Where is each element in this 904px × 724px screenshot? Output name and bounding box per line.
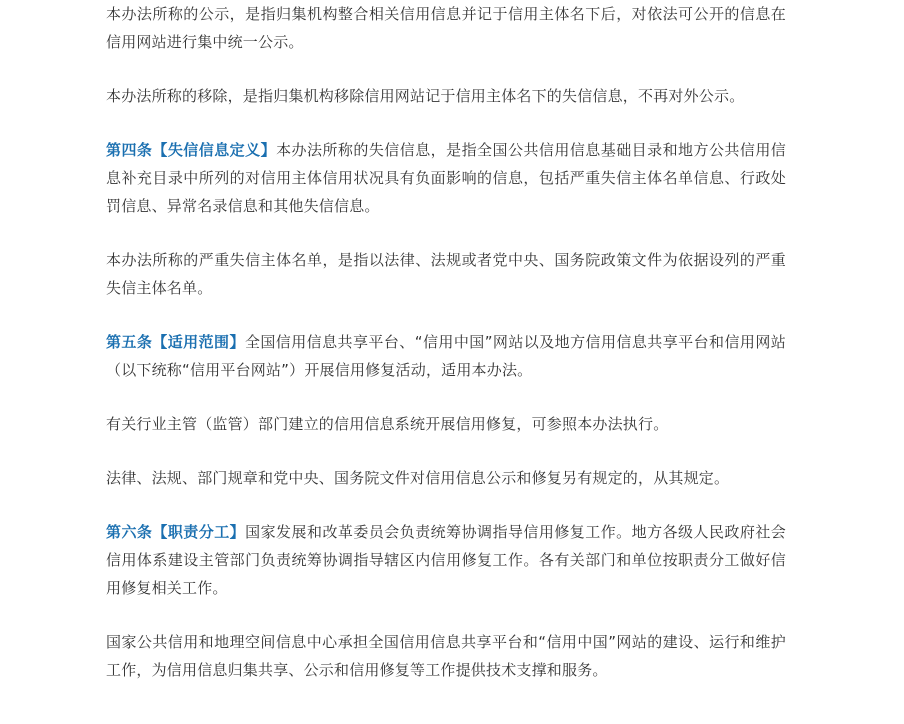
paragraph-text: 国家公共信用和地理空间信息中心承担全国信用信息共享平台和“信用中国”网站的建设、运行和维护工作，为信用信息归集共享、公示和信用修复等工作提供技术支撑和服务。: [106, 633, 786, 679]
paragraph-article-5: [106, 328, 786, 384]
paragraph-text: 有关行业主管（监管）部门建立的信用信息系统开展信用修复，可参照本办法执行。: [106, 415, 669, 433]
paragraph-text: 全国信用信息共享平台、“信用中国”网站以及地方信用信息共享平台和信用网站（以下统称“信用平台网站”）开展信用修复活动，适用本办法。: [106, 333, 786, 379]
paragraph-info-center-duties: [106, 628, 786, 684]
paragraph-text: 本办法所称的公示，是指归集机构整合相关信用信息并记于信用主体名下后，对依法可公开的信息在信用网站进行集中统一公示。: [106, 5, 786, 51]
paragraph-article-6: [106, 518, 786, 602]
paragraph-text: 本办法所称的移除，是指归集机构移除信用网站记于信用主体名下的失信信息，不再对外公示。: [106, 87, 745, 105]
paragraph-removal-definition: [106, 82, 786, 110]
paragraph-text: 本办法所称的失信信息，是指全国公共信用信息基础目录和地方公共信用信息补充目录中所列的对信用主体信用状况具有负面影响的信息，包括严重失信主体名单信息、行政处罚信息、异常名录信息和其他失信信息。: [106, 141, 787, 215]
paragraph-publicity-definition: [106, 0, 786, 56]
paragraph-industry-reference: [106, 410, 786, 438]
paragraph-text: 本办法所称的严重失信主体名单，是指以法律、法规或者党中央、国务院政策文件为依据设列的严重失信主体名单。: [106, 251, 786, 297]
article-heading: 第六条【职责分工】: [106, 523, 246, 541]
article-heading: 第五条【适用范围】: [106, 333, 245, 351]
paragraph-other-provisions: [106, 464, 786, 492]
article-heading: 第四条【失信信息定义】: [106, 141, 277, 159]
paragraph-text: 法律、法规、部门规章和党中央、国务院文件对信用信息公示和修复另有规定的，从其规定。: [106, 469, 730, 487]
article-body: [106, 0, 786, 684]
paragraph-text: 国家发展和改革委员会负责统筹协调指导信用修复工作。地方各级人民政府社会信用体系建设主管部门负责统筹协调指导辖区内信用修复工作。各有关部门和单位按职责分工做好信用修复相关工作。: [106, 523, 786, 597]
paragraph-article-4: [106, 136, 786, 220]
paragraph-serious-list-definition: [106, 246, 786, 302]
